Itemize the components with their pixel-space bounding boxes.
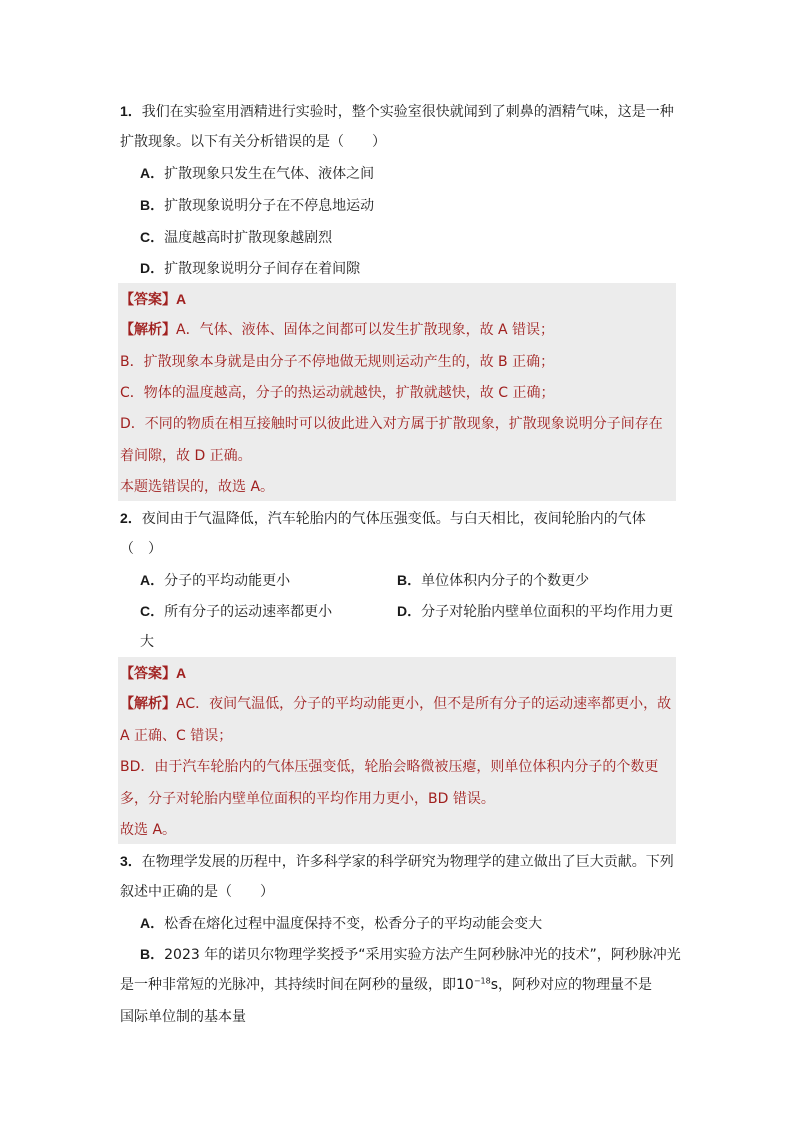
q2-stem-line1: 2．夜间由于气温降低，汽车轮胎内的气体压强变低。与白天相比，夜间轮胎内的气体 (120, 510, 646, 527)
q3-stem-line2: 叙述中正确的是（ ） (120, 884, 274, 900)
q2-analysis-line2: A 正确、C 错误； (120, 728, 233, 744)
q2-option-c: C．所有分子的运动速率都更小 (140, 603, 333, 620)
q1-analysis-line6: 本题选错误的，故选 A。 (120, 479, 275, 495)
q3-number: 3． (120, 853, 142, 869)
q1-number: 1． (120, 103, 142, 119)
q2-answer-box (118, 657, 676, 844)
exponent: −18 (473, 976, 491, 986)
q2-stem-line2: （ ） (120, 541, 162, 557)
q2-analysis-line4: 多，分子对轮胎内壁单位面积的平均作用力更小，BD 错误。 (120, 791, 495, 807)
q2-option-a: A．分子的平均动能更小 (140, 572, 291, 589)
q3-stem-line1: 3．在物理学发展的历程中，许多科学家的科学研究为物理学的建立做出了巨大贡献。下列 (120, 853, 674, 870)
q3-option-b-line3: 国际单位制的基本量 (120, 1009, 246, 1025)
q1-option-c: C．温度越高时扩散现象越剧烈 (140, 229, 333, 246)
q2-option-d-wrap: 大 (140, 634, 154, 650)
q1-analysis-line5: 着间隙，故 D 正确。 (120, 448, 252, 464)
q1-option-b: B．扩散现象说明分子在不停息地运动 (140, 197, 375, 214)
q1-option-d: D．扩散现象说明分子间存在着间隙 (140, 260, 361, 277)
q1-stem-line2: 扩散现象。以下有关分析错误的是（ ） (120, 134, 386, 150)
q3-option-b: B．2023 年的诺贝尔物理学奖授予“采用实验方法产生阿秒脉冲光的技术”，阿秒脉冲光 (140, 946, 681, 963)
q1-analysis-line2: B．扩散现象本身就是由分子不停地做无规则运动产生的，故 B 正确； (120, 354, 555, 370)
q1-analysis-line3: C．物体的温度越高，分子的热运动就越快，扩散就越快，故 C 正确； (120, 385, 555, 401)
q1-answer: 【答案】A (120, 291, 187, 308)
q1-option-a: A．扩散现象只发生在气体、液体之间 (140, 165, 375, 182)
q2-option-d: D．分子对轮胎内壁单位面积的平均作用力更 (397, 603, 674, 620)
q1-stem-line1: 1．我们在实验室用酒精进行实验时，整个实验室很快就闻到了刺鼻的酒精气味，这是一种 (120, 103, 674, 120)
q1-analysis-line1: 【解析】A．气体、液体、固体之间都可以发生扩散现象，故 A 错误； (120, 322, 555, 338)
q2-answer: 【答案】A (120, 665, 187, 682)
q2-analysis-line1: 【解析】AC．夜间气温低，分子的平均动能更小，但不是所有分子的运动速率都更小，故 (120, 696, 672, 712)
q3-option-a: A．松香在熔化过程中温度保持不变，松香分子的平均动能会变大 (140, 915, 543, 932)
q2-number: 2． (120, 510, 142, 526)
q2-analysis-line5: 故选 A。 (120, 822, 177, 838)
q1-analysis-line4: D．不同的物质在相互接触时可以彼此进入对方属于扩散现象，扩散现象说明分子间存在 (120, 416, 663, 432)
q2-option-b: B．单位体积内分子的个数更少 (397, 572, 590, 589)
q3-option-b-line2: 是一种非常短的光脉冲，其持续时间在阿秒的量级，即$10^{-18}s$，阿秒对应的物理量不是 (120, 976, 653, 993)
q2-analysis-line3: BD．由于汽车轮胎内的气体压强变低，轮胎会略微被压瘪，则单位体积内分子的个数更 (120, 759, 659, 775)
